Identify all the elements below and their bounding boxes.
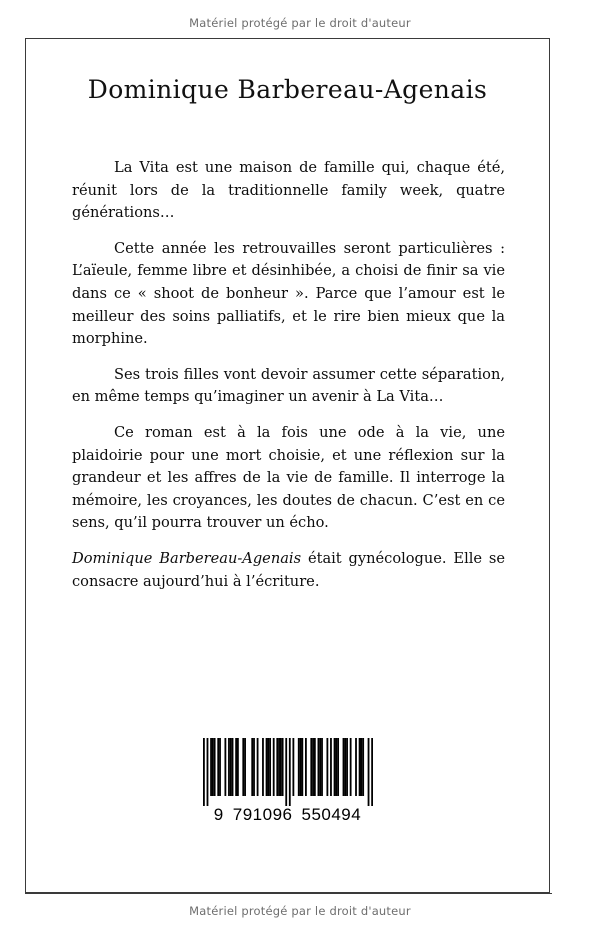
blurb-paragraph-1: La Vita est une maison de famille qui, chaque été, réunit lors de la traditionnelle family week, quatre générations… (72, 159, 505, 222)
blurb-paragraph-3: Ses trois filles vont devoir assumer cette séparation, en même temps qu’imaginer un avenir à La Vita… (72, 365, 505, 406)
back-cover-frame (25, 38, 550, 893)
barcode-lead-digit: 9 (213, 805, 224, 824)
barcode-bars-icon (203, 738, 373, 806)
author-name-heading: Dominique Barbereau-Agenais (87, 75, 488, 104)
author-bio-rest: était gynécologue. Elle se consacre aujourd’hui à l’écriture. (72, 549, 506, 590)
blurb-paragraph-4: Ce roman est à la fois une ode à la vie, une plaidoirie pour une mort choisie, et une réflexion sur la grandeur et les affres de la vie de famille. Il interroge la mémoire, les croyances, les doutes de chacun. C’est en ce sens, qu’il pourra trouver un écho. (72, 423, 505, 532)
barcode-right-group: 550494 (301, 805, 362, 824)
barcode-left-group: 791096 (232, 805, 293, 824)
blurb-paragraph-2: Cette année les retrouvailles seront particulières : L’aïeule, femme libre et désinhibée, a choisi de finir sa vie dans ce « shoot de bonheur ». Parce que l’amour est le meilleur des soins palliatifs, et le rire bien mieux que la morphine. (72, 239, 505, 348)
barcode (199, 732, 377, 827)
author-bio-name: Dominique Barbereau-Agenais (72, 549, 302, 567)
author-bio-paragraph (72, 548, 505, 593)
footer-divider (25, 893, 552, 894)
barcode-digits (199, 805, 377, 825)
watermark-bottom: Matériel protégé par le droit d'auteur (189, 904, 411, 918)
blurb-text-block (72, 157, 505, 593)
watermark-top: Matériel protégé par le droit d'auteur (189, 16, 411, 30)
